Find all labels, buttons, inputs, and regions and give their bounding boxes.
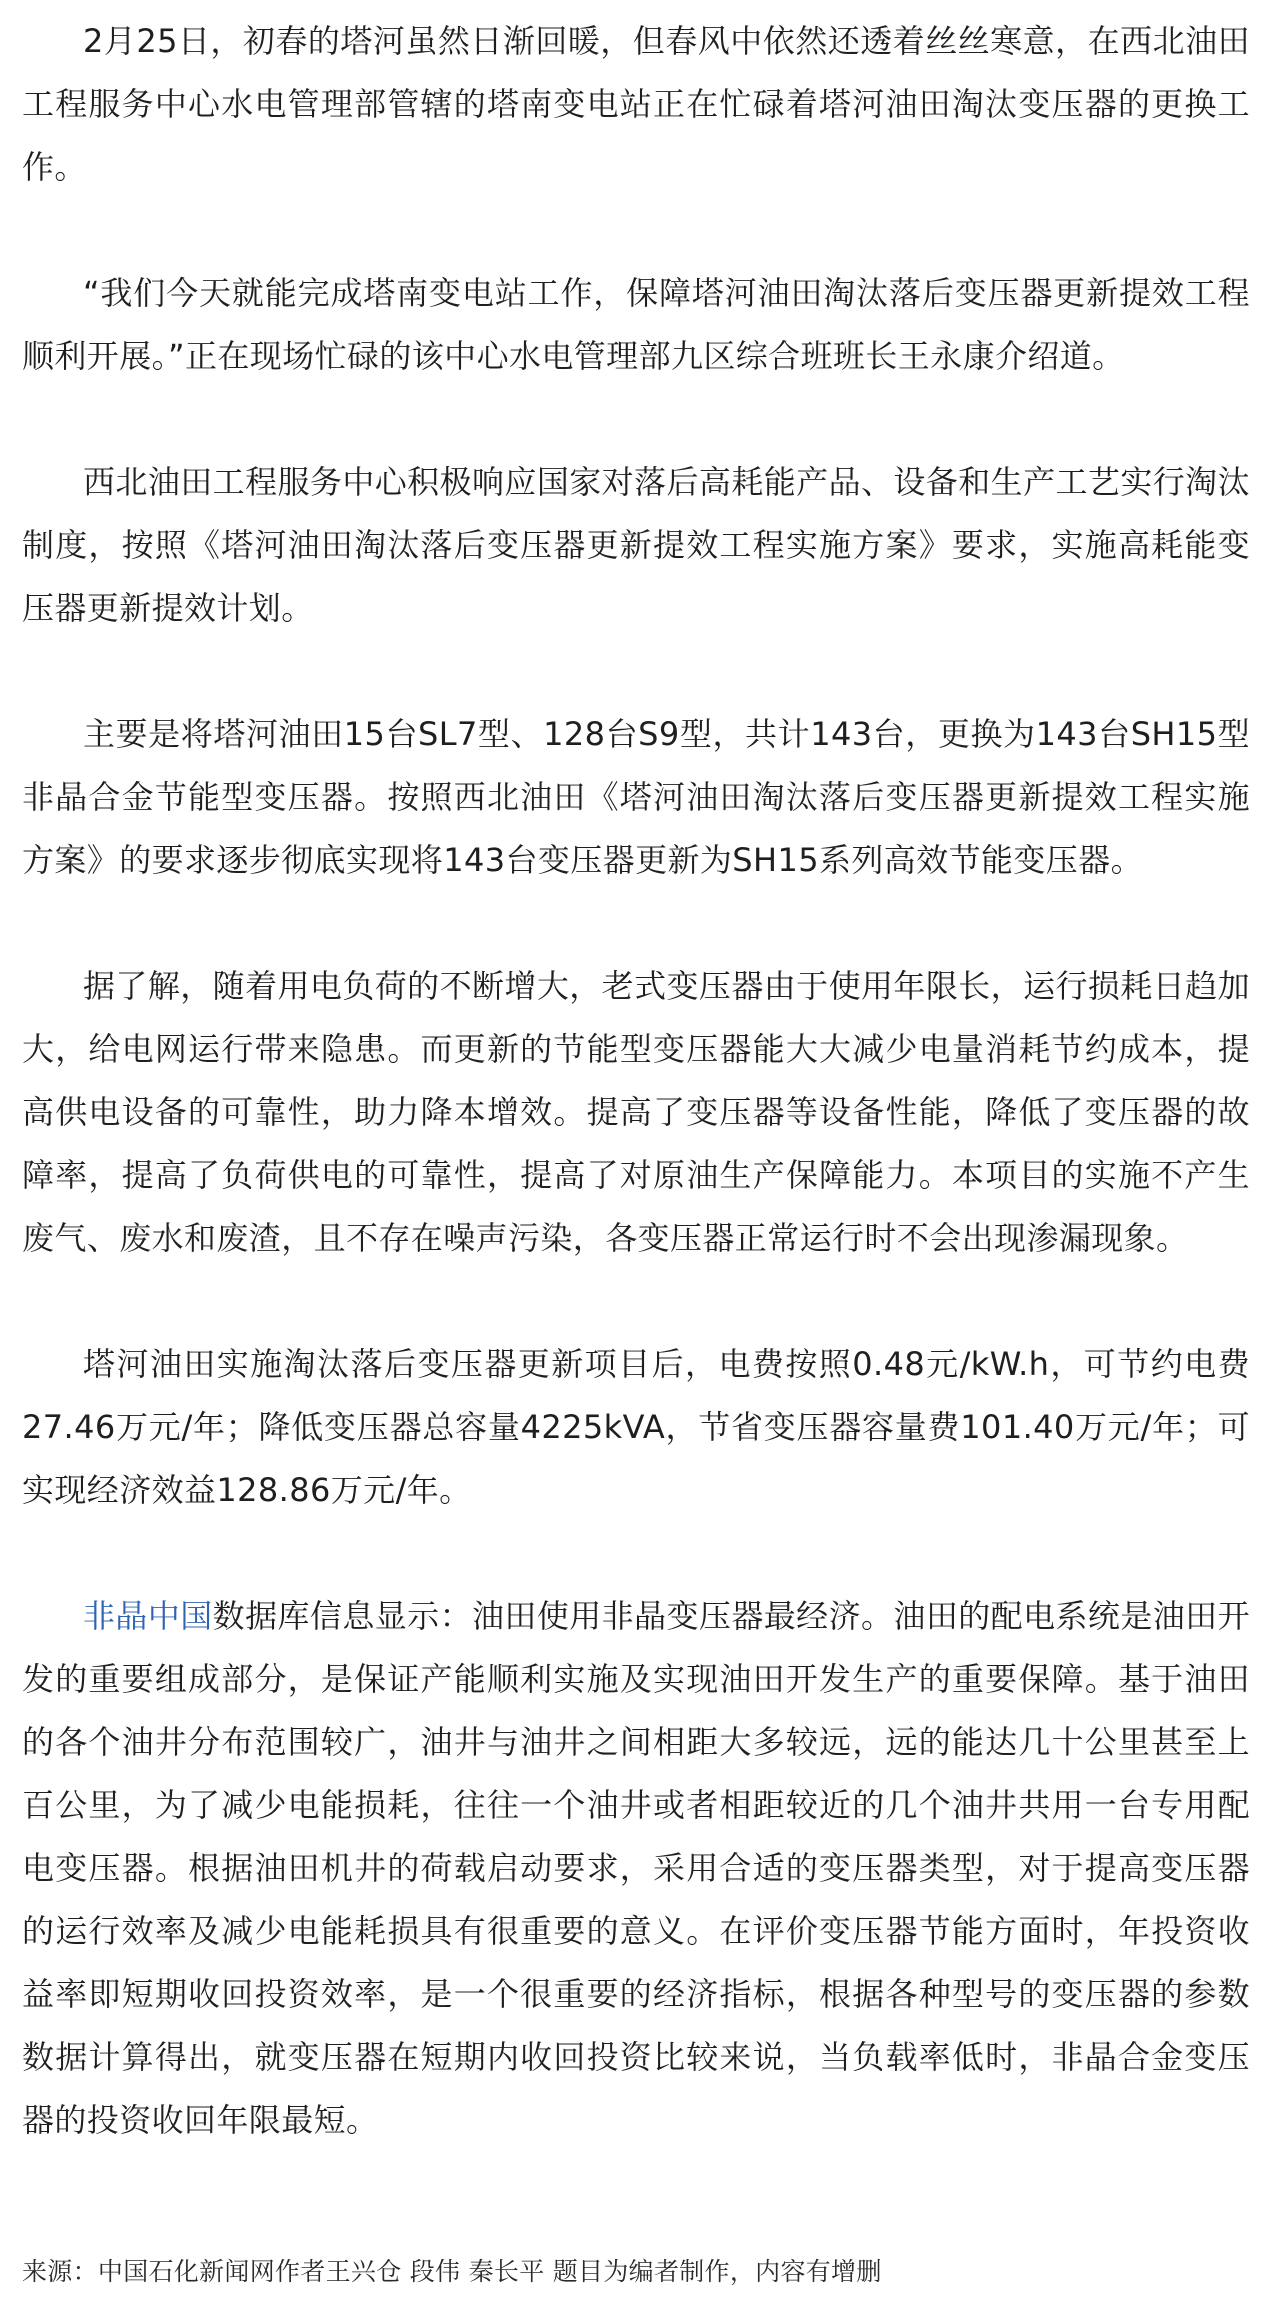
paragraph-5: 据了解，随着用电负荷的不断增大，老式变压器由于使用年限长，运行损耗日趋加大，给电网运行带来隐患。而更新的节能型变压器能大大减少电量消耗节约成本，提高供电设备的可靠性，助力降本增效。提高了变压器等设备性能，降低了变压器的故障率，提高了负荷供电的可靠性，提高了对原油生产保障能力。本项目的实施不产生废气、废水和废渣，且不存在噪声污染，各变压器正常运行时不会出现渗漏现象。	[22, 967, 1250, 1257]
paragraph-3: 西北油田工程服务中心积极响应国家对落后高耗能产品、设备和生产工艺实行淘汰制度，按照《塔河油田淘汰落后变压器更新提效工程实施方案》要求，实施高耗能变压器更新提效计划。	[22, 463, 1250, 627]
paragraph-7-text: 数据库信息显示：油田使用非晶变压器最经济。油田的配电系统是油田开发的重要组成部分，是保证产能顺利实施及实现油田开发生产的重要保障。基于油田的各个油井分布范围较广，油井与油井之间相距大多较远，远的能达几十公里甚至上百公里，为了减少电能损耗，往往一个油井或者相距较近的几个油井共用一台专用配电变压器。根据油田机井的荷载启动要求，采用合适的变压器类型，对于提高变压器的运行效率及减少电能耗损具有很重要的意义。在评价变压器节能方面时，年投资收益率即短期收回投资效率，是一个很重要的经济指标，根据各种型号的变压器的参数数据计算得出，就变压器在短期内收回投资比较来说，当负载率低时，非晶合金变压器的投资收回年限最短。	[22, 1597, 1250, 2139]
source-credit: 来源：中国石化新闻网作者王兴仓 段伟 秦长平 题目为编者制作，内容有增删	[22, 2257, 882, 2286]
paragraph-1: 2月25日，初春的塔河虽然日渐回暖，但春风中依然还透着丝丝寒意，在西北油田工程服务中心水电管理部管辖的塔南变电站正在忙碌着塔河油田淘汰变压器的更换工作。	[22, 22, 1250, 186]
paragraph-7	[22, 1585, 1250, 2152]
paragraph-4: 主要是将塔河油田15台SL7型、128台S9型，共计143台，更换为143台SH15型非晶合金节能型变压器。按照西北油田《塔河油田淘汰落后变压器更新提效工程实施方案》的要求逐步彻底实现将143台变压器更新为SH15系列高效节能变压器。	[22, 715, 1250, 879]
feijing-china-link[interactable]: 非晶中国	[83, 1597, 213, 1635]
article-body	[22, 10, 1250, 2152]
paragraph-6: 塔河油田实施淘汰落后变压器更新项目后，电费按照0.48元/kW.h，可节约电费27.46万元/年；降低变压器总容量4225kVA，节省变压器容量费101.40万元/年；可实现经济效益128.86万元/年。	[22, 1345, 1250, 1509]
paragraph-2: “我们今天就能完成塔南变电站工作，保障塔河油田淘汰落后变压器更新提效工程顺利开展。”正在现场忙碌的该中心水电管理部九区综合班班长王永康介绍道。	[22, 274, 1250, 375]
